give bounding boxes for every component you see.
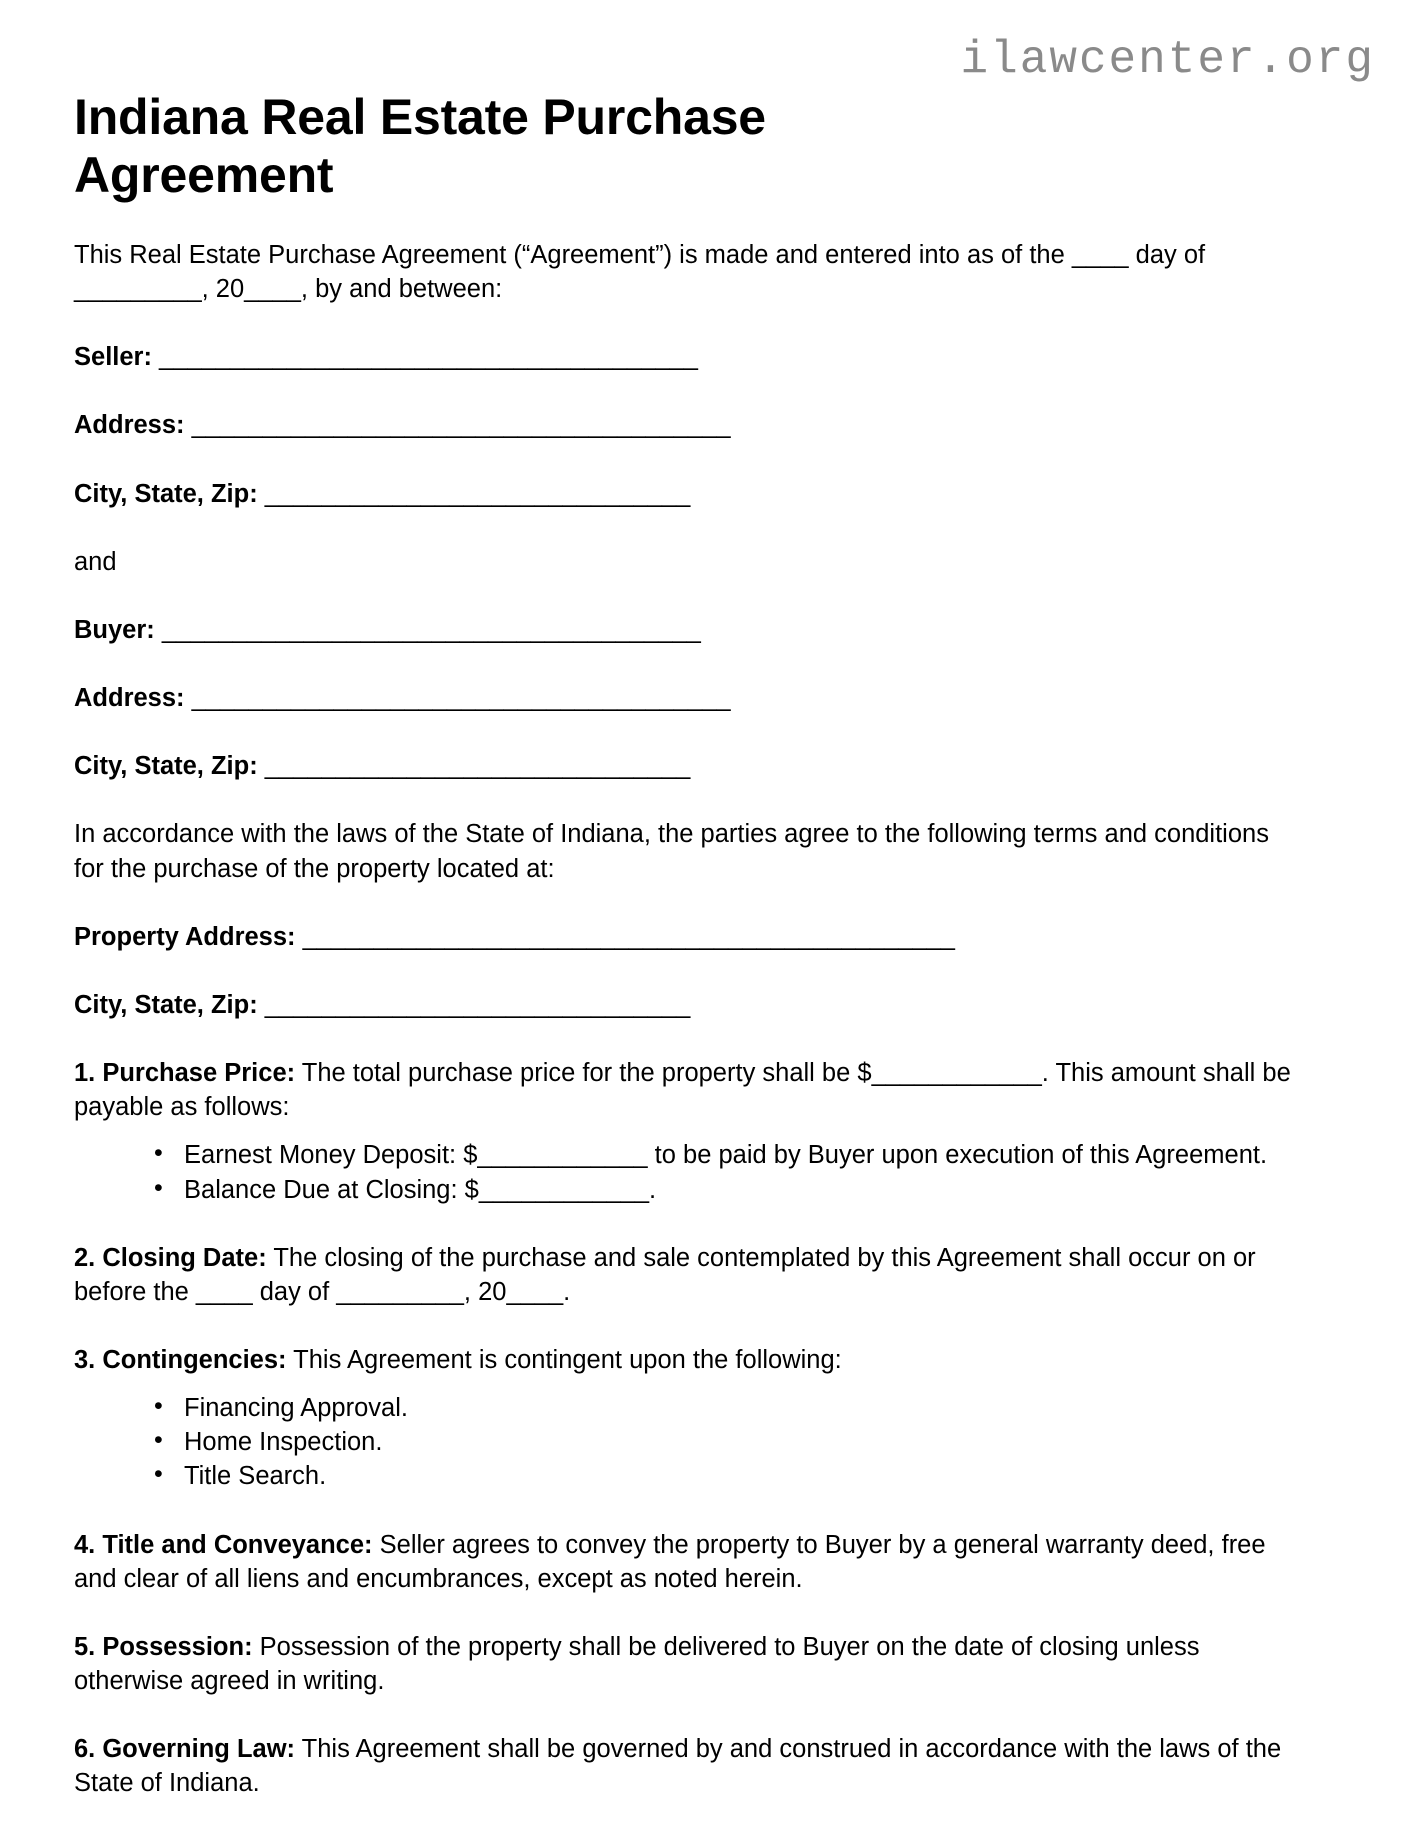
list-item: • Balance Due at Closing: $____________. [150, 1173, 1314, 1207]
seller-city-blank: ______________________________ [257, 479, 691, 508]
section-3-body: This Agreement is contingent upon the following: [286, 1345, 842, 1374]
section-6-heading: 6. Governing Law: [74, 1735, 296, 1764]
property-city-field [74, 954, 1314, 1022]
section-5-body: Possession of the property shall be delivered to Buyer on the date of closing unless otherwise agreed in writing. [74, 1632, 1200, 1696]
property-city-blank: ______________________________ [257, 990, 691, 1019]
site-watermark: ilawcenter.org [960, 34, 1375, 86]
intro-paragraph: This Real Estate Purchase Agreement (“Agreement”) is made and entered into as of the ____ day of _________, 20____, by and between: [74, 241, 1206, 304]
section-1-heading: 1. Purchase Price: [74, 1059, 296, 1088]
section-1-purchase-price [74, 1022, 1304, 1124]
seller-address-label: Address: [74, 411, 185, 440]
purchase-price-bullets [74, 1124, 1314, 1206]
seller-city-field [74, 443, 1314, 511]
property-address-blank: ______________________________________________ [295, 922, 955, 951]
buyer-field [74, 579, 1314, 647]
section-5-heading: 5. Possession: [74, 1632, 253, 1661]
list-item: • Earnest Money Deposit: $____________ to be paid by Buyer upon execution of this Agreement. [150, 1138, 1314, 1172]
buyer-city-blank: ______________________________ [257, 752, 691, 781]
seller-address-blank: ______________________________________ [184, 411, 731, 440]
list-item: • Title Search. [150, 1459, 1314, 1493]
seller-blank: ______________________________________ [151, 343, 698, 372]
section-6-governing-law [74, 1698, 1304, 1800]
section-3-heading: 3. Contingencies: [74, 1345, 287, 1374]
and-connector: and [74, 547, 117, 576]
section-6-body: This Agreement shall be governed by and construed in accordance with the laws of the State of Indiana. [74, 1735, 1282, 1798]
list-item: • Financing Approval. [150, 1391, 1314, 1425]
seller-field [74, 306, 1314, 374]
buyer-address-field [74, 647, 1314, 715]
section-3-contingencies [74, 1309, 1304, 1377]
accordance-paragraph: In accordance with the laws of the State of Indiana, the parties agree to the following terms and conditions for the purchase of the property located at: [74, 820, 1269, 883]
buyer-blank: ______________________________________ [154, 615, 701, 644]
section-2-heading: 2. Closing Date: [74, 1243, 267, 1272]
buyer-address-label: Address: [74, 684, 185, 713]
list-item: • Home Inspection. [150, 1425, 1314, 1459]
buyer-address-blank: ______________________________________ [184, 684, 731, 713]
section-2-body: The closing of the purchase and sale contemplated by this Agreement shall occur on or before the ____ day of _________, 20____. [74, 1243, 1256, 1306]
seller-label: Seller: [74, 343, 152, 372]
property-address-field [74, 886, 1314, 954]
section-4-body: Seller agrees to convey the property to Buyer by a general warranty deed, free and clear of all liens and encumbrances, except as noted herein. [74, 1530, 1266, 1593]
section-2-closing-date [74, 1207, 1304, 1309]
seller-address-field [74, 374, 1314, 442]
buyer-city-field [74, 715, 1314, 783]
section-4-heading: 4. Title and Conveyance: [74, 1530, 373, 1559]
page-title: Indiana Real Estate Purchase Agreement [74, 89, 766, 203]
section-1-body: The total purchase price for the property shall be $____________. This amount shall be payable as follows: [74, 1059, 1291, 1122]
buyer-label: Buyer: [74, 615, 155, 644]
seller-city-label: City, State, Zip: [74, 479, 258, 508]
contingency-bullets [74, 1377, 1314, 1493]
document-content [74, 0, 1314, 1801]
section-4-title-conveyance [74, 1494, 1304, 1596]
section-5-possession [74, 1596, 1304, 1698]
property-address-label: Property Address: [74, 922, 296, 951]
buyer-city-label: City, State, Zip: [74, 752, 258, 781]
property-city-label: City, State, Zip: [74, 990, 258, 1019]
